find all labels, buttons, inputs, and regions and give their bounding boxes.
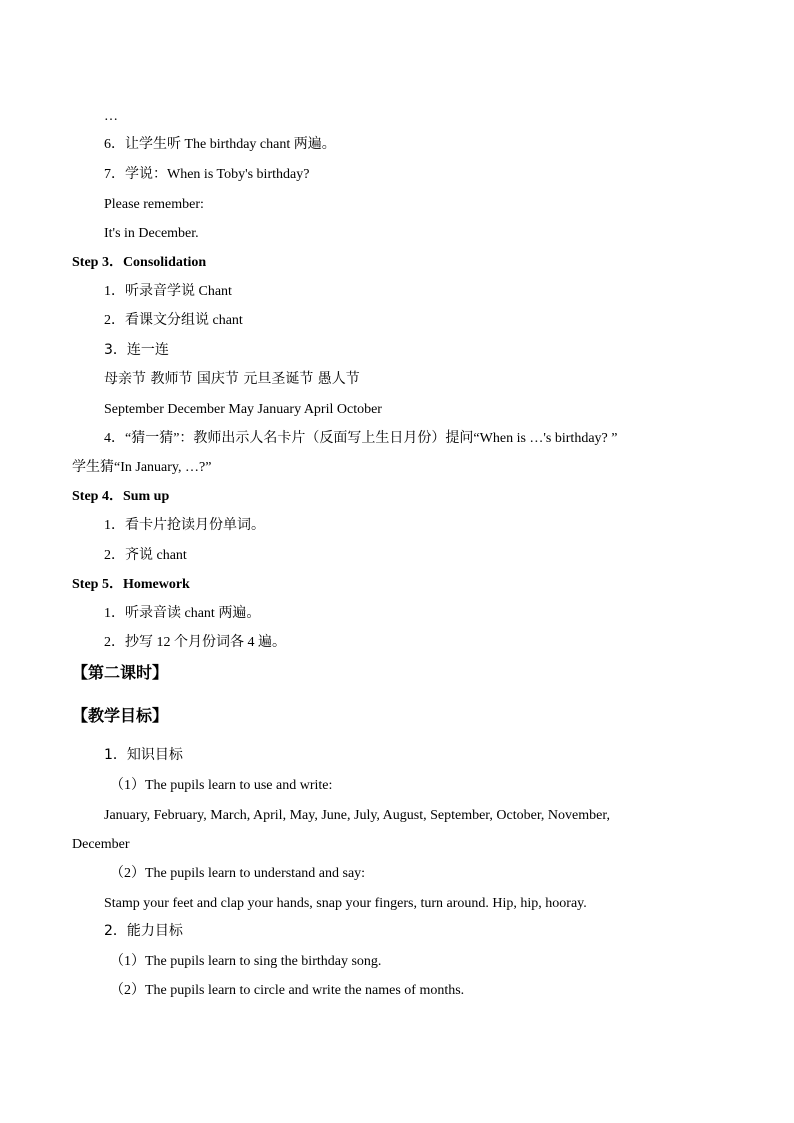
ability-objective-1: （1）The pupils learn to sing the birthday song.: [110, 954, 382, 969]
step3-item-4-continued: 学生猜“In January, …?”: [72, 460, 212, 475]
step5-heading: Step 5．Homework: [72, 577, 190, 592]
step3-heading: Step 3．Consolidation: [72, 255, 207, 270]
knowledge-objective-2: （2）The pupils learn to understand and say:: [110, 866, 366, 881]
chant-phrase-line: Stamp your feet and clap your hands, snap your fingers, turn around. Hip, hip, hooray.: [104, 896, 587, 911]
step3-item-2: 2．看课文分组说 chant: [104, 313, 243, 328]
knowledge-objective: 1．知识目标: [104, 747, 183, 763]
ability-objective-2: （2）The pupils learn to circle and write the names of months.: [110, 983, 465, 998]
step3-item-4: 4．“猜一猜”：教师出示人名卡片（反面写上生日月份）提问“When is …'s birthday? ”: [104, 431, 618, 446]
step-item-7: 7．学说：When is Toby's birthday?: [104, 167, 310, 182]
step4-item-2: 2．齐说 chant: [104, 548, 187, 563]
holiday-list: 母亲节 教师节 国庆节 元旦圣诞节 愚人节: [104, 371, 360, 387]
step4-item-1: 1．看卡片抢读月份单词。: [104, 518, 265, 533]
step5-item-1: 1．听录音读 chant 两遍。: [104, 606, 261, 621]
step-item-6: 6．让学生听 The birthday chant 两遍。: [104, 137, 336, 152]
its-in-december-line: It's in December.: [104, 226, 199, 241]
lesson-two-heading: 【第二课时】: [72, 663, 169, 682]
knowledge-objective-1: （1）The pupils learn to use and write:: [110, 778, 333, 793]
please-remember-line: Please remember:: [104, 197, 204, 212]
step3-item-3: 3．连一连: [104, 342, 169, 358]
step5-item-2: 2．抄写 12 个月份词各 4 遍。: [104, 635, 286, 650]
month-list-line-2: December: [72, 837, 130, 852]
ability-objective: 2．能力目标: [104, 923, 183, 939]
month-match-list: September December May January April October: [104, 402, 382, 417]
step4-heading: Step 4．Sum up: [72, 489, 170, 504]
month-list-line-1: January, February, March, April, May, June, July, August, September, October, November,: [104, 808, 610, 823]
ellipsis-line: …: [104, 109, 118, 124]
step3-item-1: 1．听录音学说 Chant: [104, 284, 232, 299]
teaching-objectives-heading: 【教学目标】: [72, 706, 169, 725]
